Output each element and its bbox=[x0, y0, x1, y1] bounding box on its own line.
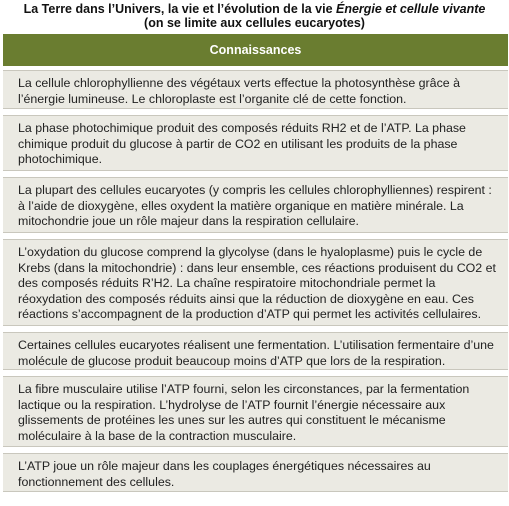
table-heading: Connaissances bbox=[3, 34, 508, 66]
document-header bbox=[0, 0, 509, 30]
header-subtitle: (on se limite aux cellules eucaryotes) bbox=[144, 16, 365, 30]
table-row: La phase photochimique produit des composés réduits RH2 et de l’ATP. La phase chimique produit du glucose à partir de CO2 en utilisant les produits de la phase photochimique. bbox=[3, 115, 508, 171]
knowledge-table bbox=[2, 33, 509, 499]
table-row: L’ATP joue un rôle majeur dans les couplages énergétiques nécessaires au fonctionnement des cellules. bbox=[3, 453, 508, 492]
table-row: La fibre musculaire utilise l’ATP fourni, selon les circonstances, par la fermentation lactique ou la respiration. L’hydrolyse de l’ATP fournit l’énergie nécessaire aux glissements de protéines les unes sur les autres qui constituent le mécanisme moléculaire à la base de la contraction musculaire. bbox=[3, 376, 508, 447]
table-row: La plupart des cellules eucaryotes (y compris les cellules chlorophylliennes) respirent : à l’aide de dioxygène, elles oxydent la matière organique en matière minérale. La mitochondrie joue un rôle majeur dans la respiration cellulaire. bbox=[3, 177, 508, 233]
table-row: La cellule chlorophyllienne des végétaux verts effectue la photosynthèse grâce à l’énergie lumineuse. Le chloroplaste est l’organite clé de cette fonction. bbox=[3, 70, 508, 109]
table-row: Certaines cellules eucaryotes réalisent une fermentation. L’utilisation fermentaire d’une molécule de glucose produit beaucoup moins d’ATP que lors de la respiration. bbox=[3, 332, 508, 370]
header-title-text: La Terre dans l’Univers, la vie et l’évolution de la vie bbox=[23, 2, 336, 16]
header-title bbox=[0, 2, 509, 16]
header-title-italic: Énergie et cellule vivante bbox=[336, 2, 486, 16]
table-row: L’oxydation du glucose comprend la glycolyse (dans le hyaloplasme) puis le cycle de Krebs (dans la mitochondrie) : dans leur ensemble, ces réactions produisent du CO2 et des composés réduits R’H2. La chaîne respiratoire mitochondriale permet la réoxydation des composés réduits ainsi que la réduction de dioxygène en eau. Ces réactions s’accompagnent de la production d’ATP qui permet les activités cellulaires. bbox=[3, 239, 508, 326]
